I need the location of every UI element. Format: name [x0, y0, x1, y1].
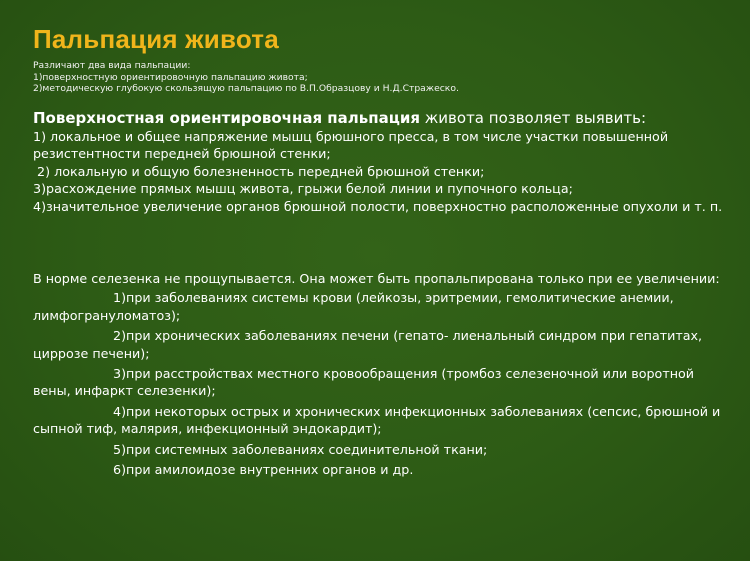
- list-item: 4)значительное увеличение органов брюшной полости, поверхностно расположенные опухоли и т. п.: [33, 198, 723, 214]
- spleen-lead: В норме селезенка не прощупывается. Она может быть пропальпирована только при ее увеличении:: [33, 271, 720, 286]
- section-heading-rest: живота позволяет выявить:: [420, 109, 647, 127]
- list-item: 6)при амилоидозе внутренних органов и др.: [113, 462, 414, 478]
- list-item: 3)расхождение прямых мышц живота, грыжи белой линии и пупочного кольца;: [33, 181, 573, 197]
- list-item: 2) локальную и общую болезненность передней брюшной стенки;: [33, 163, 485, 179]
- superficial-palpation-section: [33, 108, 723, 215]
- intro-block: [33, 60, 723, 95]
- list-item: 3)при расстройствах местного кровообращения (тромбоз селезеночной или воротной вены, инфаркт селезенки);: [33, 366, 695, 399]
- list-item: 1) локальное и общее напряжение мышц брюшного пресса, в том числе участки повышенной резистентности передней брюшной стенки;: [33, 129, 673, 162]
- intro-line: Различают два вида пальпации:: [33, 60, 191, 71]
- list-item: 2)при хронических заболеваниях печени (гепато- лиенальный синдром при гепатитах, циррозе печени);: [33, 328, 703, 361]
- list-item: 4)при некоторых острых и хронических инфекционных заболеваниях (сепсис, брюшной и сыпной тиф, малярия, инфекционный эндокардит);: [33, 403, 721, 437]
- section-heading-bold: Поверхностная ориентировочная пальпация: [33, 109, 421, 127]
- intro-line: 1)поверхностную ориентировочную пальпацию живота;: [33, 71, 308, 83]
- slide-title: Пальпация живота: [33, 24, 279, 54]
- intro-line: 2)методическую глубокую скользящую пальпацию по В.П.Образцову и Н.Д.Стражеско.: [33, 83, 459, 94]
- spleen-section: [33, 270, 723, 481]
- list-item: 1)при заболеваниях системы крови (лейкозы, эритремии, гемолитические анемии, лимфогрануломатоз);: [33, 290, 674, 323]
- section-heading: [33, 108, 723, 128]
- list-item: 5)при системных заболеваниях соединительной ткани;: [113, 441, 488, 457]
